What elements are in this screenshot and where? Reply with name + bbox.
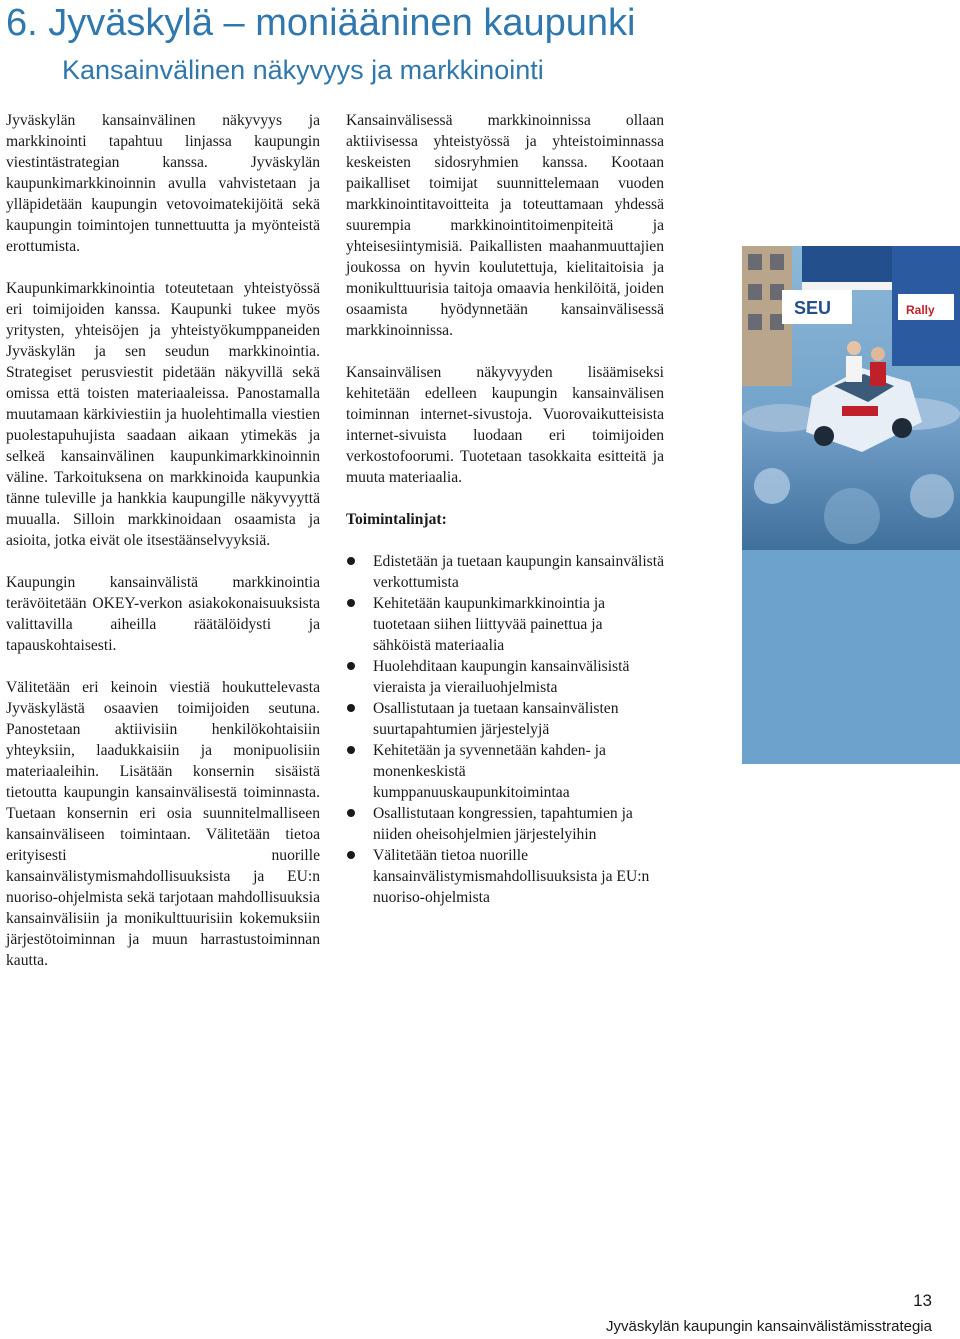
list-item: Edistetään ja tuetaan kaupungin kansainvälistä verkottumista	[346, 551, 664, 593]
list-item: Kehitetään ja syvennetään kahden- ja monenkeskistä kumppanuuskaupunkitoimintaa	[346, 740, 664, 803]
bullet-icon	[347, 809, 355, 817]
list-item: Kehitetään kaupunkimarkkinointia ja tuotetaan siihen liittyvää painettua ja sähköistä materiaalia	[346, 593, 664, 656]
paragraph: Kaupunkimarkkinointia toteutetaan yhteistyössä eri toimijoiden kanssa. Kaupunki tukee myös yritysten, yhteisöjen ja yhteistyökumppaneiden Jyväskylän ja sen seudun markkinointia. Strategiset perusviestit pidetään näkyvillä sekä omissa että toisten materiaaleissa. Panostamalla muutamaan kärkiviestiin ja huolehtimalla viestien puolestapuhujista saadaan aikaan ytimekäs ja selkeä kansainvälinen kaupunkimarkkinoinnin väline. Tarkoituksena on markkinoida kaupunkia tänne tuleville ja hankkia kaupungille näkyvyyttä muualla. Silloin markkinoidaan osaamista ja asioita, jotka eivät ole itsestäänselvyyksiä.	[6, 280, 320, 549]
action-lines-list	[346, 551, 664, 908]
footer-text: Jyväskylän kaupungin kansainvälistämisstrategia	[605, 1318, 932, 1335]
bullet-icon	[347, 851, 355, 859]
chapter-title: 6. Jyväskylä – moniääninen kaupunki	[6, 2, 636, 44]
list-item: Osallistutaan kongressien, tapahtumien ja niiden oheisohjelmien järjestelyihin	[346, 803, 664, 845]
list-item: Osallistutaan ja tuetaan kansainvälisten suurtapahtumien järjestelyjä	[346, 698, 664, 740]
list-item: Huolehditaan kaupungin kansainvälisistä vieraista ja vierailuohjelmista	[346, 656, 664, 698]
rally-photo	[742, 246, 960, 550]
bullet-icon	[347, 704, 355, 712]
section-subtitle: Kansainvälinen näkyvyys ja markkinointi	[62, 55, 544, 85]
left-text-column	[6, 110, 320, 992]
page-number: 13	[913, 1291, 932, 1310]
banner-text-seu: SEU	[794, 298, 832, 318]
paragraph: Jyväskylän kansainvälinen näkyvyys ja markkinointi tapahtuu linjassa kaupungin viestintästrategian kanssa. Jyväskylän kaupunkimarkkinoinnin avulla vahvistetaan ja ylläpidetään kaupungin vetovoimatekijöitä sekä kaupungin toimintojen tunnettuutta ja myönteistä erottumista.	[6, 112, 320, 255]
bullet-icon	[347, 557, 355, 565]
paragraph: Välitetään eri keinoin viestiä houkuttelevasta Jyväskylästä osaavien toimijoiden seutuna. Panostetaan aktiivisiin henkilökohtaisiin yhteyksiin, laadukkaisiin ja monipuolisiin materiaaleihin. Lisätään konsernin sisäistä tietoutta kaupungin kansainvälisestä toiminnasta. Tuetaan konsernin eri osia suunnitelmalliseen kansainväliseen toimintaan. Välitetään tietoa erityisesti nuorille kansainvälistymismahdollisuuksista ja EU:n nuoriso-ohjelmista sekä tarjotaan mahdollisuuksia kansainvälisiin ja monikulttuurisiin kokemuksiin järjestötoiminnan ja muun harrastustoiminnan kautta.	[6, 679, 320, 969]
rally-photo-illustration	[742, 246, 960, 550]
action-lines-heading: Toimintalinjat:	[346, 511, 447, 528]
bullet-icon	[347, 662, 355, 670]
list-item: Välitetään tietoa nuorille kansainvälistymismahdollisuuksista ja EU:n nuoriso-ohjelmista	[346, 845, 664, 908]
paragraph: Kansainvälisessä markkinoinnissa ollaan aktiivisessa yhteistyössä ja yhteistoiminnassa keskeisten sidosryhmien kanssa. Kootaan paikalliset toimijat suunnittelemaan vuoden markkinointitavoitteita ja toteuttamaan yhdessä suurempia markkinointitoimenpiteitä ja yhteisesiintymisiä. Paikallisten maahanmuuttajien joukossa on hyvin koulutettuja, kielitaitoisia ja monikulttuurisia taitoja omaavia henkilöitä, joiden osaamista hyödynnetään kansainvälisessä markkinoinnissa.	[346, 112, 664, 339]
bullet-icon	[347, 746, 355, 754]
paragraph: Kaupungin kansainvälistä markkinointia terävöitetään OKEY-verkon asiakokonaisuuksista valittavilla aiheilla räätälöidysti ja tapauskohtaisesti.	[6, 574, 320, 654]
middle-text-column	[346, 110, 664, 908]
decorative-blue-panel	[742, 550, 960, 764]
paragraph: Kansainvälisen näkyvyyden lisäämiseksi kehitetään edelleen kaupungin kansainvälisen toiminnan internet-sivustoja. Vuorovaikutteisista internet-sivuista luodaan eri toimijoiden verkostofoorumi. Tuotetaan tasokkaita esitteitä ja muuta materiaalia.	[346, 364, 664, 486]
banner-text-rally: Rally	[906, 303, 935, 317]
bullet-icon	[347, 599, 355, 607]
